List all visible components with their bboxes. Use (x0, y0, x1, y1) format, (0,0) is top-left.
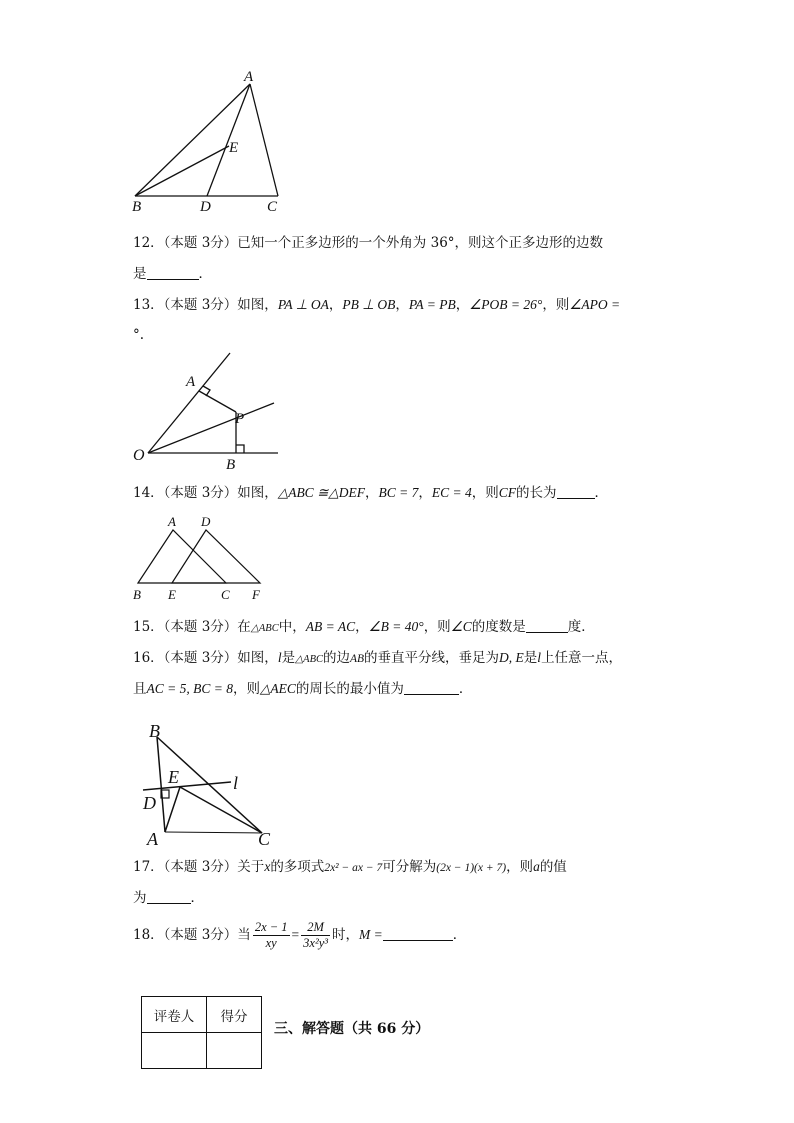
q16-end: ． (458, 681, 473, 697)
q12-end: ． (198, 266, 212, 282)
label-a: A (244, 69, 254, 85)
q17-answer-blank[interactable] (147, 889, 191, 904)
q18-num1: 2x − 1 (254, 920, 288, 934)
label-l: l (233, 773, 239, 793)
label-o: O (133, 447, 145, 464)
q14-prefix: 14．（本题 3分）如图， (133, 485, 278, 501)
label-p: P (235, 411, 245, 427)
q13-cond1: PA ⊥ OA (277, 297, 329, 312)
label-e: E (168, 767, 179, 787)
label-c: C (267, 199, 278, 215)
label-d: D (200, 199, 211, 215)
figure-angle-bisector-opb (128, 348, 288, 473)
q16-t7: 的周长的最小值为 (295, 681, 404, 697)
q16-answer-blank[interactable] (404, 680, 459, 695)
label-a: A (168, 514, 176, 529)
segment-be (135, 146, 229, 196)
label-d: D (201, 514, 211, 529)
q12-answer-blank[interactable] (147, 265, 199, 280)
q15-cond2: ∠B = 40° (368, 619, 424, 634)
q17-poly: 2x² − ax − 7 (324, 862, 383, 874)
q15-answer-blank[interactable] (526, 618, 568, 633)
q16-t6: ，则 (232, 681, 260, 697)
q16-t4: 是 (523, 650, 538, 666)
q15-suffix: 的度数是 (471, 619, 526, 635)
q13-then: ，则 (542, 297, 570, 313)
q13-cond2: PB ⊥ OB (342, 297, 396, 312)
label-f: F (252, 587, 260, 602)
q18-fraction-left (253, 920, 290, 951)
q15-target: ∠C (450, 619, 472, 634)
q14-cond2: BC = 7 (378, 485, 419, 500)
q16-ab: AB (349, 653, 365, 665)
q16-prefix: 16．（本题 3分）如图， (133, 650, 278, 666)
q17-fact: (2x − 1)(x + 7) (436, 862, 507, 874)
q12-shi: 是 (133, 266, 147, 282)
q15-mid: 中， (278, 619, 306, 635)
q17-end: ． (190, 890, 204, 906)
grading-table (141, 996, 262, 1069)
label-a: A (186, 374, 196, 390)
segment-ac (250, 84, 278, 196)
q18-target: M = (359, 927, 383, 942)
figure-triangle-abc-e (125, 65, 295, 217)
segment-ac (165, 832, 262, 833)
q13-cond3: PA = PB (408, 297, 456, 312)
score-cell[interactable] (207, 1033, 262, 1069)
q18-fraction-right (301, 920, 330, 951)
q17-t1: 的多项式 (270, 859, 325, 875)
q17-t4: 的值 (539, 859, 567, 875)
segment-ae (165, 787, 180, 832)
q14-end: ． (594, 485, 609, 501)
right-angle-mark-b (236, 445, 244, 453)
q14-answer-blank[interactable] (557, 484, 595, 499)
q14-cond3: EC = 4 (431, 485, 472, 500)
q18-t1: 时， (332, 927, 360, 943)
q13-line2: °. (133, 327, 145, 343)
q18-num2: 2M (301, 920, 330, 936)
q14-line1: 14．（本题 3分）如图，△ABC ≅△DEF，BC = 7，EC = 4，则CF的长为 ． (133, 485, 609, 501)
q16-t5: 上任意一点， (541, 650, 623, 666)
q16-t1: 是 (281, 650, 296, 666)
q13-line1: 13．（本题 3分）如图，PA ⊥ OA，PB ⊥ OB，PA = PB，∠POB = 26°，则∠APO = (133, 297, 621, 313)
label-b: B (149, 721, 160, 741)
segment-ap (199, 391, 236, 412)
q14-target: CF (498, 485, 517, 500)
label-e: E (168, 587, 176, 602)
q12-line1: 12．（本题 3分）已知一个正多边形的一个外角为 36°，则这个正多边形的边数 (133, 235, 604, 251)
q17-line1 (133, 857, 567, 878)
q14-cond1: △ABC ≅△DEF (277, 485, 366, 500)
q18-answer-blank[interactable] (383, 926, 453, 941)
q13-cond4: ∠POB = 26° (469, 297, 543, 312)
q18-den2: 3x²y³ (303, 936, 329, 950)
q16-tri: △ABC (295, 654, 323, 665)
q15-then: ，则 (423, 619, 451, 635)
q17-x: x (264, 859, 271, 874)
triangle-def (172, 530, 260, 583)
q16-de: D, E (499, 650, 524, 665)
q16-line2 (133, 679, 472, 699)
q18-end: ． (452, 927, 467, 943)
q16-line2-prefix: 且 (133, 681, 147, 697)
q13-target: ∠APO = (569, 297, 621, 312)
label-a: A (147, 829, 158, 849)
q15-cond1: AB = AC (305, 619, 356, 634)
q17-wei: 为 (133, 890, 147, 906)
score-header: 得分 (207, 997, 262, 1033)
q18-eq: = (291, 927, 300, 942)
q17-line2 (133, 888, 204, 908)
q12-line2 (133, 264, 212, 284)
q18-line1 (133, 916, 466, 954)
grader-cell[interactable] (142, 1033, 207, 1069)
triangle-abc (138, 530, 226, 583)
q13-prefix: 13．（本题 3分）如图， (133, 297, 278, 313)
q17-prefix: 17．（本题 3分）关于 (133, 859, 265, 875)
label-b: B (226, 457, 236, 473)
q16-cond1: AC = 5, BC = 8 (146, 681, 233, 696)
q16-line1 (133, 648, 622, 670)
section-title: 三、解答题（共 66 分） (274, 1021, 430, 1037)
label-d: D (143, 793, 156, 813)
grader-header: 评卷人 (142, 997, 207, 1033)
q15-line1: 15．（本题 3分）在△ABC中，AB = AC，∠B = 40°，则∠C的度数是 度． (133, 619, 595, 635)
q16-l2: l (537, 650, 542, 665)
q16-t3: 的垂直平分线，垂足为 (364, 650, 500, 666)
label-c: C (221, 587, 230, 602)
q15-tri: △ABC (250, 623, 279, 634)
q15-end: 度． (567, 619, 595, 635)
line-l (143, 782, 231, 790)
segment-ec (180, 787, 262, 833)
label-b: B (132, 199, 142, 215)
figure-congruent-triangles (128, 512, 273, 604)
segment-ba (157, 737, 165, 832)
q14-suffix: 的长为 (516, 485, 557, 501)
figure-perpendicular-bisector (135, 715, 285, 850)
q16-target: △AEC (259, 681, 296, 696)
q16-t2: 的边 (322, 650, 350, 666)
q16-l: l (277, 650, 282, 665)
q18-prefix: 18．（本题 3分）当 (133, 927, 251, 943)
q17-t2: 可分解为 (382, 859, 437, 875)
label-c: C (258, 829, 271, 849)
ray-oa (148, 353, 230, 453)
q14-then: ，则 (471, 485, 499, 501)
q15-prefix: 15．（本题 3分）在 (133, 619, 251, 635)
label-b: B (133, 587, 141, 602)
ray-op (148, 403, 274, 453)
label-e: E (229, 140, 239, 156)
q18-den1: xy (265, 936, 277, 950)
q17-t3: ，则 (506, 859, 534, 875)
q17-a: a (533, 859, 540, 874)
